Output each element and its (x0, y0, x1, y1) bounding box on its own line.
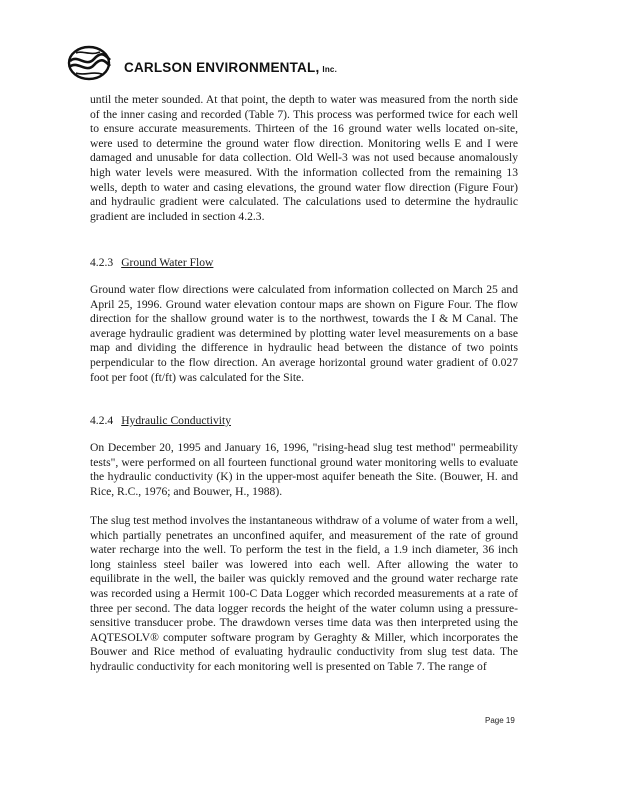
section-title: Ground Water Flow (121, 256, 214, 269)
company-name-text: CARLSON ENVIRONMENTAL, (124, 60, 320, 75)
section-number: 4.2.3 (90, 256, 114, 269)
section-heading-hydraulic-conductivity (90, 414, 231, 429)
company-name (124, 60, 337, 75)
company-suffix: Inc. (322, 65, 337, 74)
paragraph-slug-test-method: The slug test method involves the instantaneous withdraw of a volume of water from a well, which partially penetrates an unconfined aquifer, and measurement of the rate of ground water recharge into the well. To perform the test in the field, a 1.9 inch diameter, 36 inch long stainless steel bailer was lowered into each well. After allowing the water to equilibrate in the well, the bailer was quickly removed and the ground water recharge rate was recorded using a Hermit 100-C Data Logger which recorded measurements at a rate of three per second. The data logger records the height of the water column using a pressure-sensitive transducer probe. The drawdown verses time data was then interpreted using the AQTESOLV® computer software program by Geraghty & Miller, which incorporates the Bouwer and Rice method of evaluating hydraulic conductivity from slug test data. The hydraulic conductivity for each monitoring well is presented on Table 7. The range of (90, 514, 518, 673)
section-number: 4.2.4 (90, 414, 114, 427)
page-number: Page 19 (485, 716, 515, 725)
section-heading-ground-water-flow (90, 256, 213, 271)
section-title: Hydraulic Conductivity (121, 414, 231, 427)
paragraph-slug-tests: On December 20, 1995 and January 16, 1996, "rising-head slug test method" permeability tests", were performed on all fourteen functional ground water monitoring wells to evaluate the hydraulic conductivity (K) in the upper-most aquifer beneath the Site. (Bouwer, H. and Rice, R.C., 1976; and Bouwer, H., 1988). (90, 441, 518, 498)
paragraph-ground-water-flow: Ground water flow directions were calculated from information collected on March 25 and April 25, 1996. Ground water elevation contour maps are shown on Figure Four. The flow direction for the shallow ground water is to the northwest, towards the I & M Canal. The average hydraulic gradient was determined by plotting water level measurements on a base map and dividing the difference in hydraulic head between the distance of two points perpendicular to the flow direction. An average horizontal ground water gradient of 0.027 foot per foot (ft/ft) was calculated for the Site. (90, 283, 518, 384)
company-logo-icon (66, 44, 112, 82)
paragraph-depth-measurement: until the meter sounded. At that point, the depth to water was measured from the north side of the inner casing and recorded (Table 7). This process was performed twice for each well to ensure accurate measurements. Thirteen of the 16 ground water wells located on-site, were used to determine the ground water flow direction. Monitoring wells E and I were damaged and unusable for data collection. Old Well-3 was not used because anomalously high water levels were measured. With the information collected from the remaining 13 wells, depth to water and casing elevations, the ground water flow direction (Figure Four) and hydraulic gradient were calculated. The calculations used to determine the hydraulic gradient are included in section 4.2.3. (90, 93, 518, 223)
letterhead (66, 44, 366, 84)
